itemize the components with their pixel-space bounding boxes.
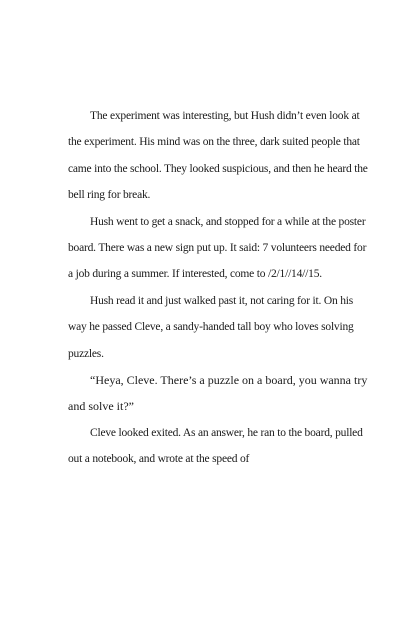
paragraph-5: Cleve looked exited. As an answer, he ran to the board, pulled out a notebook, and wrote at the speed of [68,426,363,466]
document-page [68,103,368,473]
paragraph-2: Hush went to get a snack, and stopped for a while at the poster board. There was a new sign put up. It said: 7 volunteers needed for a job during a summer. If interested, come to /2/1//14//15. [68,215,367,281]
paragraph-1: The experiment was interesting, but Hush didn’t even look at the experiment. His mind was on the three, dark suited people that came into the school. They looked suspicious, and then he heard the bell ring for break. [68,110,368,202]
paragraph-3: Hush read it and just walked past it, not caring for it. On his way he passed Cleve, a sandy-handed tall boy who loves solving puzzles. [68,294,354,360]
paragraph-4-dialogue: “Heya, Cleve. There’s a puzzle on a board, you wanna try and solve it?” [68,373,368,414]
